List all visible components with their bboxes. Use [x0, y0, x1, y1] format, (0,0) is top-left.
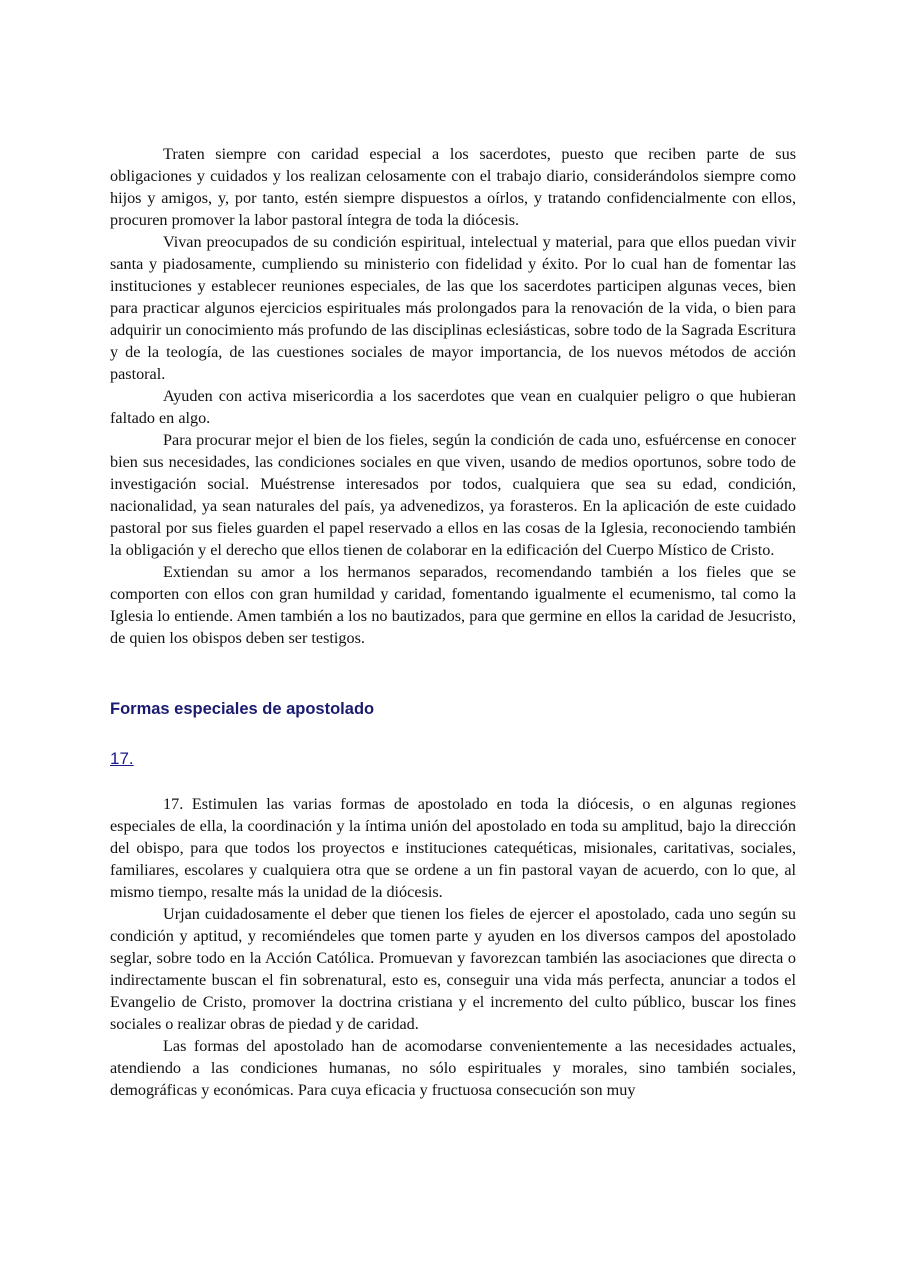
paragraph-priests-charity: Traten siempre con caridad especial a los sacerdotes, puesto que reciben parte de sus obligaciones y cuidados y los realizan celosamente con el trabajo diario, considerándolos siempre como hijos y amigos, y, por tanto, estén siempre dispuestos a oírlos, y tratando confidencialmente con ellos, procuren promover la labor pastoral íntegra de toda la diócesis.: [110, 145, 796, 229]
paragraph-priests-condition: Vivan preocupados de su condición espiritual, intelectual y material, para que ellos puedan vivir santa y piadosamente, cumpliendo su ministerio con fidelidad y éxito. Por lo cual han de fomentar las instituciones y establecer reuniones especiales, de las que los sacerdotes participen algunas veces, bien para practicar algunos ejercicios espirituales más prolongados para la renovación de la vida, o bien para adquirir un conocimiento más profundo de las disciplinas eclesiásticas, sobre todo de la Sagrada Escritura y de la teología, de las cuestiones sociales de mayor importancia, de los nuevos métodos de acción pastoral.: [110, 233, 796, 383]
section-heading: Formas especiales de apostolado: [110, 700, 375, 718]
document-page: [110, 143, 796, 1101]
text-block-1: [110, 143, 796, 649]
paragraph-separated-brothers: Extiendan su amor a los hermanos separados, recomendando también a los fieles que se comporten con ellos con gran humildad y caridad, fomentando igualmente el ecumenismo, tal como la Iglesia lo entiende. Amen también a los no bautizados, para que germine en ellos la caridad de Jesucristo, de quien los obispos deben ser testigos.: [110, 563, 796, 647]
paragraph-priests-mercy: Ayuden con activa misericordia a los sacerdotes que vean en cualquier peligro o que hubieran faltado en algo.: [110, 387, 796, 427]
paragraph-faithful-duty: Urjan cuidadosamente el deber que tienen los fieles de ejercer el apostolado, cada uno según su condición y aptitud, y recomiéndeles que tomen parte y ayuden en los diversos campos del apostolado seglar, sobre todo en la Acción Católica. Promuevan y favorezcan también las asociaciones que directa o indirectamente buscan el fin sobrenatural, esto es, conseguir una vida más perfecta, anunciar a todos el Evangelio de Cristo, promover la doctrina cristiana y el incremento del culto público, buscar los fines sociales o realizar obras de piedad y de caridad.: [110, 905, 796, 1033]
paragraph-apostolate-adapt: Las formas del apostolado han de acomodarse convenientemente a las necesidades actuales, atendiendo a las condiciones humanas, no sólo espirituales y morales, sino también sociales, demográficas y económicas. Para cuya eficacia y fructuosa consecución son muy: [110, 1037, 796, 1099]
text-block-2: [110, 793, 796, 1101]
section-number-link[interactable]: 17.: [110, 749, 134, 768]
paragraph-faithful-good: Para procurar mejor el bien de los fieles, según la condición de cada uno, esfuércense en conocer bien sus necesidades, las condiciones sociales en que viven, usando de medios oportunos, sobre todo de investigación social. Muéstrense interesados por todos, cualquiera que sea su edad, condición, nacionalidad, ya sean naturales del país, ya advenedizos, ya forasteros. En la aplicación de este cuidado pastoral por sus fieles guarden el papel reservado a ellos en las cosas de la Iglesia, reconociendo también la obligación y el derecho que ellos tienen de colaborar en la edificación del Cuerpo Místico de Cristo.: [110, 431, 796, 559]
paragraph-apostolate-forms: 17. Estimulen las varias formas de apostolado en toda la diócesis, o en algunas regiones especiales de ella, la coordinación y la íntima unión del apostolado en toda su amplitud, bajo la dirección del obispo, para que todos los proyectos e instituciones catequéticas, misionales, caritativas, sociales, familiares, escolares y cualquiera otra que se ordene a un fin pastoral vayan de acuerdo, con lo que, al mismo tiempo, resalte más la unidad de la diócesis.: [110, 795, 796, 901]
